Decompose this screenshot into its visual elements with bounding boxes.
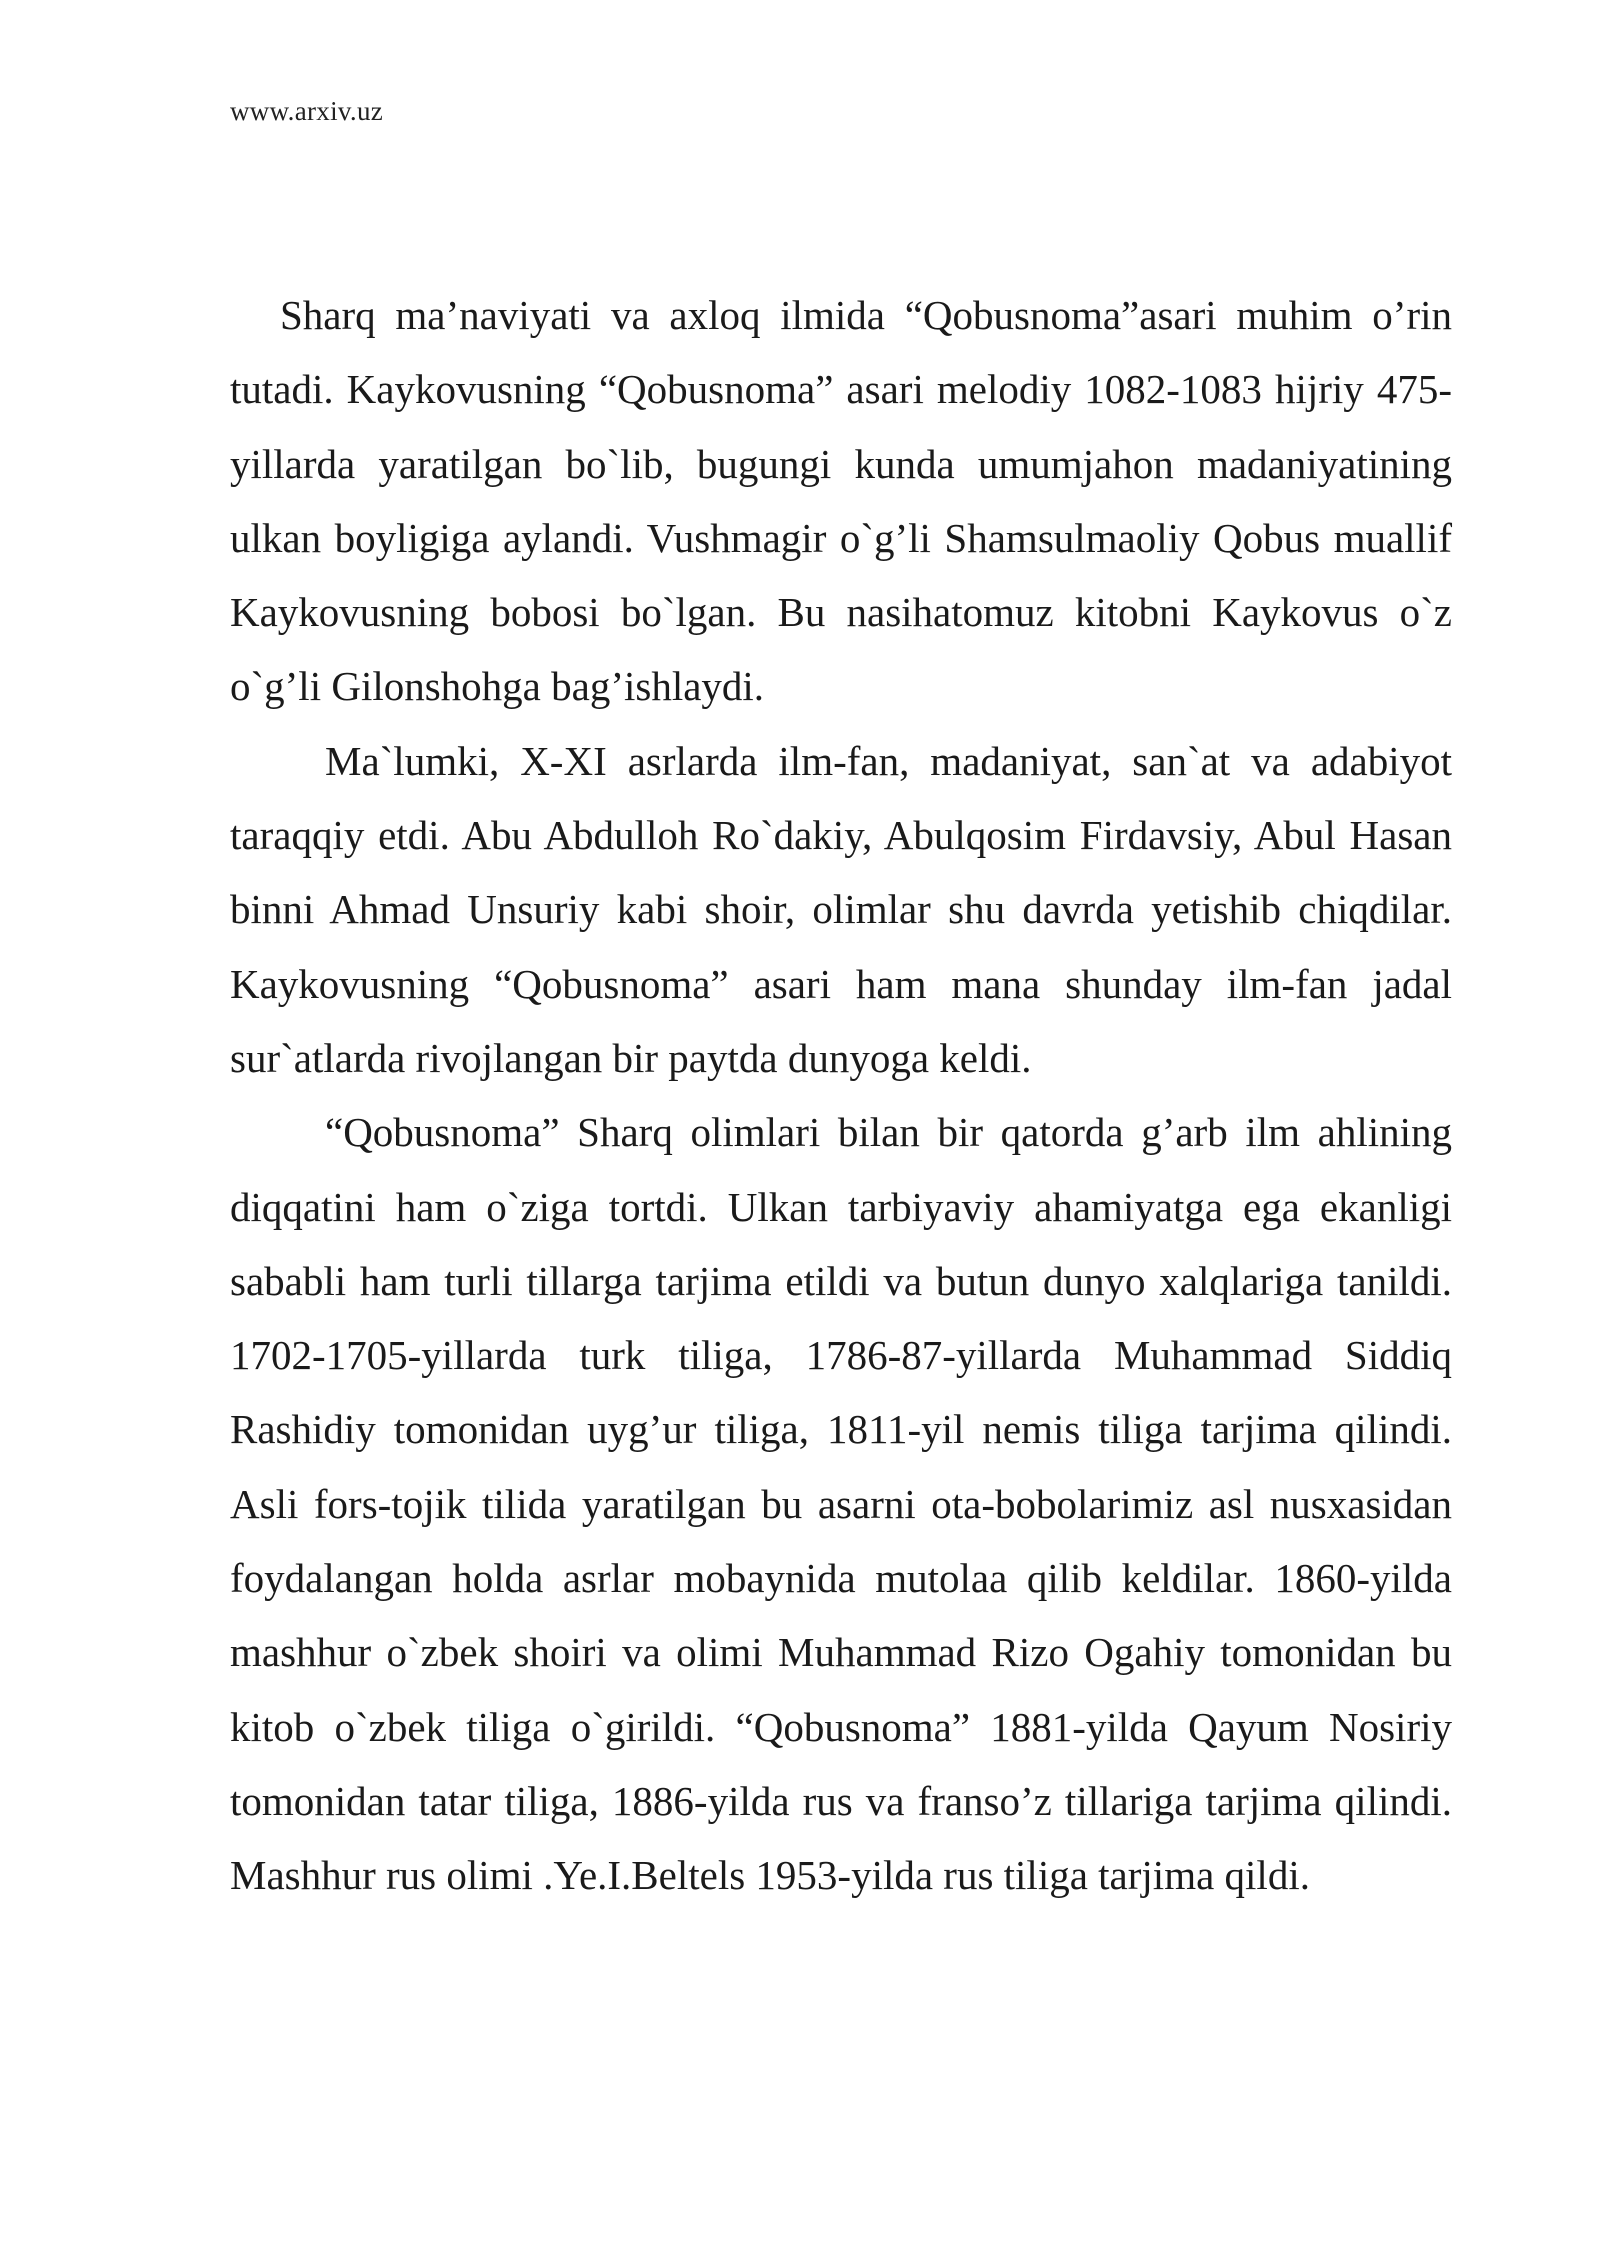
site-url-header: www.arxiv.uz (230, 96, 384, 126)
paragraph-translations: “Qobusnoma” Sharq olimlari bilan bir qatorda g’arb ilm ahlining diqqatini ham o`ziga tortdi. Ulkan tarbiyaviy ahamiyatga ega ekanligi sababli ham turli tillarga tarjima etildi va butun dunyo xalqlariga tanildi. 1702-1705-yillarda turk tiliga, 1786-87-yillarda Muhammad Siddiq Rashidiy tomonidan uyg’ur tiliga, 1811-yil nemis tiliga tarjima qilindi. Asli fors-tojik tilida yaratilgan bu asarni ota-bobolarimiz asl nusxasidan foydalangan holda asrlar mobaynida mutolaa qilib keldilar. 1860-yilda mashhur o`zbek shoiri va olimi Muhammad Rizo Ogahiy tomonidan bu kitob o`zbek tiliga o`girildi. “Qobusnoma” 1881-yilda Qayum Nosiriy tomonidan tatar tiliga, 1886-yilda rus va franso’z tillariga tarjima qilindi. Mashhur rus olimi .Ye.I.Beltels 1953-yilda rus tiliga tarjima qildi. (230, 1109, 1452, 1899)
paragraph-intro: Sharq ma’naviyati va axloq ilmida “Qobusnoma”asari muhim o’rin tutadi. Kaykovusning “Qobusnoma” asari melodiy 1082-1083 hijriy 475-yillarda yaratilgan bo`lib, bugungi kunda umumjahon madaniyatining ulkan boyligiga aylandi. Vushmagir o`g’li Shamsulmaoliy Qobus muallif Kaykovusning bobosi bo`lgan. Bu nasihatomuz kitobni Kaykovus o`z o`g’li Gilonshohga bag’ishlaydi. (230, 292, 1452, 710)
paragraph-history: Ma`lumki, X-XI asrlarda ilm-fan, madaniyat, san`at va adabiyot taraqqiy etdi. Abu Abdulloh Ro`dakiy, Abulqosim Firdavsiy, Abul Hasan binni Ahmad Unsuriy kabi shoir, olimlar shu davrda yetishib chiqdilar. Kaykovusning “Qobusnoma” asari ham mana shunday ilm-fan jadal sur`atlarda rivojlangan bir paytda dunyoga keldi. (230, 737, 1452, 1081)
document-body (230, 278, 1452, 1913)
